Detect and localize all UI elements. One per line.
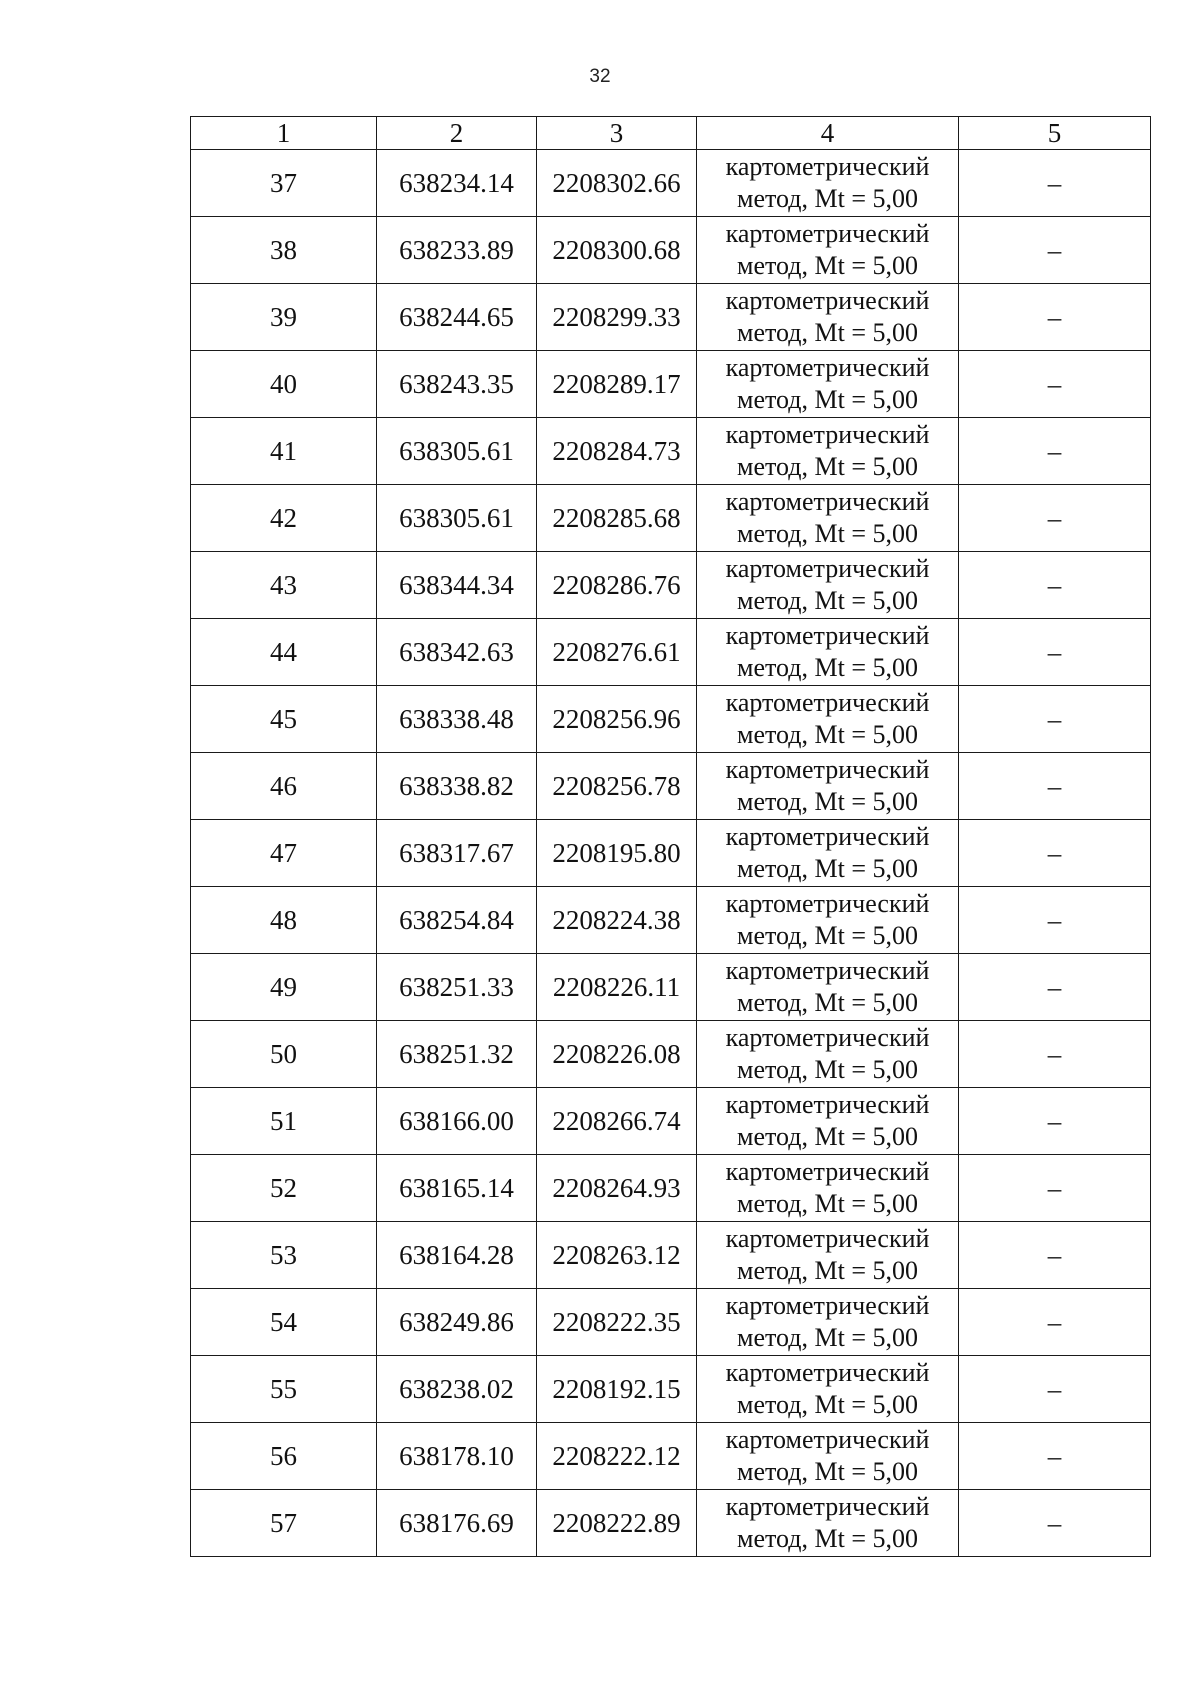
method-line-2: метод, Mt = 5,00 (737, 519, 918, 548)
method-line-1: картометрический (725, 822, 930, 851)
header-col-3: 3 (537, 117, 697, 150)
x-coordinate-cell: 638234.14 (377, 150, 537, 217)
column-5-cell: – (959, 619, 1151, 686)
method-line-2: метод, Mt = 5,00 (737, 988, 918, 1017)
method-cell (697, 1490, 959, 1557)
method-line-1: картометрический (725, 1291, 930, 1320)
method-cell (697, 418, 959, 485)
x-coordinate-cell: 638165.14 (377, 1155, 537, 1222)
point-number-cell: 46 (191, 753, 377, 820)
point-number-cell: 53 (191, 1222, 377, 1289)
column-5-cell: – (959, 1423, 1151, 1490)
point-number-cell: 39 (191, 284, 377, 351)
header-row (191, 117, 1151, 150)
x-coordinate-cell: 638249.86 (377, 1289, 537, 1356)
method-cell (697, 1423, 959, 1490)
method-line-1: картометрический (725, 1090, 930, 1119)
method-line-2: метод, Mt = 5,00 (737, 1189, 918, 1218)
point-number-cell: 43 (191, 552, 377, 619)
table-row (191, 887, 1151, 954)
method-line-1: картометрический (725, 621, 930, 650)
method-cell (697, 1356, 959, 1423)
table-row (191, 686, 1151, 753)
method-line-2: метод, Mt = 5,00 (737, 1390, 918, 1419)
x-coordinate-cell: 638233.89 (377, 217, 537, 284)
header-col-1: 1 (191, 117, 377, 150)
method-line-1: картометрический (725, 554, 930, 583)
x-coordinate-cell: 638244.65 (377, 284, 537, 351)
point-number-cell: 54 (191, 1289, 377, 1356)
point-number-cell: 37 (191, 150, 377, 217)
method-cell (697, 820, 959, 887)
y-coordinate-cell: 2208276.61 (537, 619, 697, 686)
y-coordinate-cell: 2208285.68 (537, 485, 697, 552)
y-coordinate-cell: 2208264.93 (537, 1155, 697, 1222)
method-line-2: метод, Mt = 5,00 (737, 921, 918, 950)
y-coordinate-cell: 2208226.08 (537, 1021, 697, 1088)
table-row (191, 150, 1151, 217)
header-col-2: 2 (377, 117, 537, 150)
method-line-2: метод, Mt = 5,00 (737, 251, 918, 280)
column-5-cell: – (959, 351, 1151, 418)
method-line-1: картометрический (725, 889, 930, 918)
column-5-cell: – (959, 753, 1151, 820)
table-body (191, 150, 1151, 1557)
method-line-2: метод, Mt = 5,00 (737, 1122, 918, 1151)
method-line-2: метод, Mt = 5,00 (737, 1457, 918, 1486)
column-5-cell: – (959, 284, 1151, 351)
x-coordinate-cell: 638317.67 (377, 820, 537, 887)
point-number-cell: 45 (191, 686, 377, 753)
method-line-1: картометрический (725, 286, 930, 315)
x-coordinate-cell: 638305.61 (377, 485, 537, 552)
y-coordinate-cell: 2208222.89 (537, 1490, 697, 1557)
method-cell (697, 1088, 959, 1155)
x-coordinate-cell: 638254.84 (377, 887, 537, 954)
table-row (191, 619, 1151, 686)
method-cell (697, 1021, 959, 1088)
column-5-cell: – (959, 150, 1151, 217)
table-row (191, 217, 1151, 284)
method-line-2: метод, Mt = 5,00 (737, 1055, 918, 1084)
point-number-cell: 55 (191, 1356, 377, 1423)
method-cell (697, 954, 959, 1021)
table-row (191, 1490, 1151, 1557)
point-number-cell: 48 (191, 887, 377, 954)
method-line-1: картометрический (725, 688, 930, 717)
table-row (191, 1222, 1151, 1289)
y-coordinate-cell: 2208299.33 (537, 284, 697, 351)
table-row (191, 954, 1151, 1021)
table-row (191, 1088, 1151, 1155)
table-row (191, 753, 1151, 820)
method-line-1: картометрический (725, 487, 930, 516)
method-cell (697, 619, 959, 686)
y-coordinate-cell: 2208263.12 (537, 1222, 697, 1289)
method-line-1: картометрический (725, 353, 930, 382)
column-5-cell: – (959, 1490, 1151, 1557)
column-5-cell: – (959, 1356, 1151, 1423)
method-line-1: картометрический (725, 1157, 930, 1186)
column-5-cell: – (959, 418, 1151, 485)
method-line-2: метод, Mt = 5,00 (737, 720, 918, 749)
y-coordinate-cell: 2208286.76 (537, 552, 697, 619)
method-line-2: метод, Mt = 5,00 (737, 184, 918, 213)
method-line-2: метод, Mt = 5,00 (737, 1256, 918, 1285)
page-number: 32 (589, 66, 611, 87)
table-header (191, 117, 1151, 150)
table-row (191, 1021, 1151, 1088)
y-coordinate-cell: 2208195.80 (537, 820, 697, 887)
point-number-cell: 51 (191, 1088, 377, 1155)
method-line-2: метод, Mt = 5,00 (737, 1323, 918, 1352)
method-cell (697, 1222, 959, 1289)
method-cell (697, 284, 959, 351)
y-coordinate-cell: 2208302.66 (537, 150, 697, 217)
table-row (191, 485, 1151, 552)
method-line-2: метод, Mt = 5,00 (737, 1524, 918, 1553)
method-cell (697, 150, 959, 217)
method-line-2: метод, Mt = 5,00 (737, 653, 918, 682)
method-line-2: метод, Mt = 5,00 (737, 385, 918, 414)
method-line-1: картометрический (725, 420, 930, 449)
method-line-2: метод, Mt = 5,00 (737, 452, 918, 481)
y-coordinate-cell: 2208284.73 (537, 418, 697, 485)
y-coordinate-cell: 2208226.11 (537, 954, 697, 1021)
column-5-cell: – (959, 1222, 1151, 1289)
y-coordinate-cell: 2208300.68 (537, 217, 697, 284)
header-col-5: 5 (959, 117, 1151, 150)
column-5-cell: – (959, 820, 1151, 887)
method-cell (697, 753, 959, 820)
point-number-cell: 40 (191, 351, 377, 418)
y-coordinate-cell: 2208224.38 (537, 887, 697, 954)
x-coordinate-cell: 638342.63 (377, 619, 537, 686)
table-row (191, 1356, 1151, 1423)
method-line-2: метод, Mt = 5,00 (737, 586, 918, 615)
x-coordinate-cell: 638344.34 (377, 552, 537, 619)
column-5-cell: – (959, 1021, 1151, 1088)
column-5-cell: – (959, 887, 1151, 954)
column-5-cell: – (959, 1155, 1151, 1222)
y-coordinate-cell: 2208289.17 (537, 351, 697, 418)
method-line-2: метод, Mt = 5,00 (737, 787, 918, 816)
y-coordinate-cell: 2208256.78 (537, 753, 697, 820)
method-line-2: метод, Mt = 5,00 (737, 318, 918, 347)
method-cell (697, 217, 959, 284)
method-line-1: картометрический (725, 1492, 930, 1521)
method-cell (697, 887, 959, 954)
y-coordinate-cell: 2208192.15 (537, 1356, 697, 1423)
x-coordinate-cell: 638243.35 (377, 351, 537, 418)
method-line-1: картометрический (725, 1224, 930, 1253)
x-coordinate-cell: 638238.02 (377, 1356, 537, 1423)
table-row (191, 1289, 1151, 1356)
table-row (191, 820, 1151, 887)
x-coordinate-cell: 638251.33 (377, 954, 537, 1021)
x-coordinate-cell: 638251.32 (377, 1021, 537, 1088)
y-coordinate-cell: 2208222.12 (537, 1423, 697, 1490)
method-line-1: картометрический (725, 755, 930, 784)
point-number-cell: 44 (191, 619, 377, 686)
method-line-1: картометрический (725, 1023, 930, 1052)
x-coordinate-cell: 638305.61 (377, 418, 537, 485)
point-number-cell: 38 (191, 217, 377, 284)
x-coordinate-cell: 638178.10 (377, 1423, 537, 1490)
method-line-1: картометрический (725, 1358, 930, 1387)
x-coordinate-cell: 638338.82 (377, 753, 537, 820)
method-cell (697, 686, 959, 753)
method-line-2: метод, Mt = 5,00 (737, 854, 918, 883)
column-5-cell: – (959, 217, 1151, 284)
point-number-cell: 56 (191, 1423, 377, 1490)
method-line-1: картометрический (725, 219, 930, 248)
point-number-cell: 50 (191, 1021, 377, 1088)
point-number-cell: 41 (191, 418, 377, 485)
column-5-cell: – (959, 686, 1151, 753)
point-number-cell: 49 (191, 954, 377, 1021)
column-5-cell: – (959, 1088, 1151, 1155)
table-row (191, 351, 1151, 418)
method-line-1: картометрический (725, 152, 930, 181)
table-row (191, 1423, 1151, 1490)
column-5-cell: – (959, 954, 1151, 1021)
table-row (191, 1155, 1151, 1222)
method-cell (697, 351, 959, 418)
table-row (191, 284, 1151, 351)
y-coordinate-cell: 2208222.35 (537, 1289, 697, 1356)
method-line-1: картометрический (725, 1425, 930, 1454)
x-coordinate-cell: 638164.28 (377, 1222, 537, 1289)
x-coordinate-cell: 638338.48 (377, 686, 537, 753)
y-coordinate-cell: 2208256.96 (537, 686, 697, 753)
table-row (191, 418, 1151, 485)
column-5-cell: – (959, 485, 1151, 552)
column-5-cell: – (959, 1289, 1151, 1356)
method-cell (697, 1289, 959, 1356)
point-number-cell: 42 (191, 485, 377, 552)
y-coordinate-cell: 2208266.74 (537, 1088, 697, 1155)
x-coordinate-cell: 638176.69 (377, 1490, 537, 1557)
point-number-cell: 57 (191, 1490, 377, 1557)
method-cell (697, 485, 959, 552)
column-5-cell: – (959, 552, 1151, 619)
point-number-cell: 52 (191, 1155, 377, 1222)
method-line-1: картометрический (725, 956, 930, 985)
method-cell (697, 552, 959, 619)
coordinates-table (190, 116, 1151, 1557)
header-col-4: 4 (697, 117, 959, 150)
table-row (191, 552, 1151, 619)
method-cell (697, 1155, 959, 1222)
point-number-cell: 47 (191, 820, 377, 887)
x-coordinate-cell: 638166.00 (377, 1088, 537, 1155)
